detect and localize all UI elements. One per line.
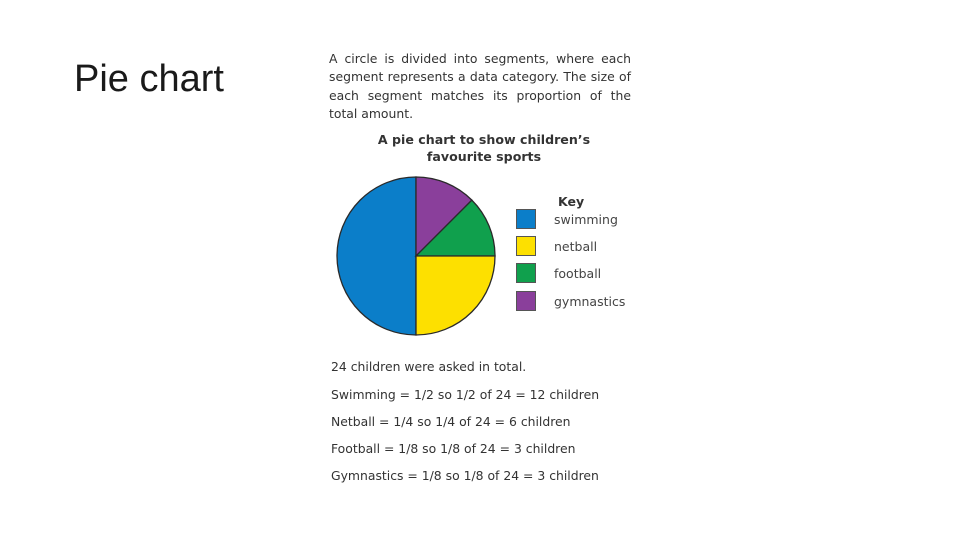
fact-line-gymnastics: Gymnastics = 1/8 so 1/8 of 24 = 3 children [331, 468, 599, 483]
pie-slice-swimming [337, 177, 416, 335]
intro-text: A circle is divided into segments, where each segment represents a data category. The size of each segment matches its proportion of the total amount. [329, 51, 631, 122]
slide-title: Pie chart [74, 58, 224, 100]
legend-item-gymnastics [516, 291, 625, 311]
fact-line-swimming: Swimming = 1/2 so 1/2 of 24 = 12 children [331, 387, 600, 402]
legend-label-netball: netball [554, 238, 598, 254]
legend-item-netball [516, 236, 597, 256]
chart-title-line-2: favourite sports [426, 149, 542, 164]
legend-label-football: football [554, 265, 602, 281]
fact-line-football: Football = 1/8 so 1/8 of 24 = 3 children [331, 441, 576, 456]
legend-item-football [516, 263, 601, 283]
legend-swatch-netball [516, 236, 536, 256]
fact-line-netball: Netball = 1/4 so 1/4 of 24 = 6 children [331, 414, 571, 429]
pie-slice-netball [416, 256, 495, 335]
chart-title [360, 131, 608, 165]
pie-chart [330, 170, 502, 342]
legend-label-swimming: swimming [554, 211, 618, 227]
legend-title: Key [558, 194, 585, 209]
legend-swatch-swimming [516, 209, 536, 229]
legend-swatch-football [516, 263, 536, 283]
legend-swatch-gymnastics [516, 291, 536, 311]
total-line: 24 children were asked in total. [331, 359, 527, 374]
chart-title-line-1: A pie chart to show children’s [377, 132, 591, 147]
legend-label-gymnastics: gymnastics [554, 293, 626, 309]
legend-item-swimming [516, 209, 618, 229]
